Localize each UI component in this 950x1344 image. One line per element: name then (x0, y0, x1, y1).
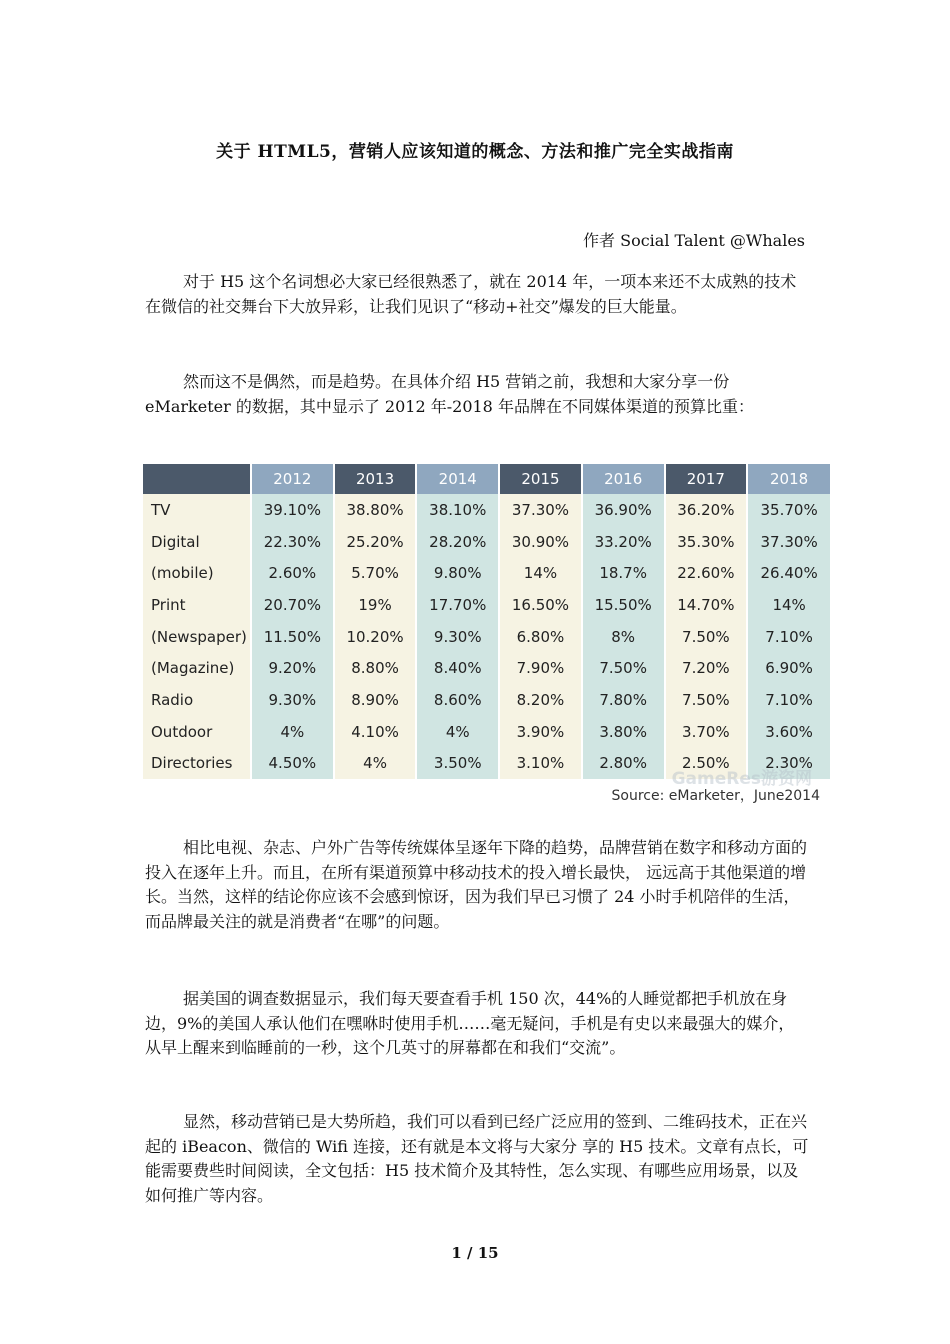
table-source: Source: eMarketer，June2014 (611, 788, 820, 805)
table-cell: 22.60% (665, 557, 748, 589)
table-cell: 8% (582, 621, 665, 653)
table-cell: 4.10% (334, 716, 417, 748)
row-label: (mobile) (143, 557, 251, 589)
table-row (143, 494, 830, 526)
table-cell: 7.10% (747, 684, 830, 716)
table-cell: 9.30% (416, 621, 499, 653)
table-row (143, 621, 830, 653)
table-cell: 5.70% (334, 557, 417, 589)
table-cell: 2.80% (582, 748, 665, 780)
table-row (143, 557, 830, 589)
row-label: Directories (143, 748, 251, 780)
paragraph-summary: 显然，移动营销已是大势所趋，我们可以看到已经广泛应用的签到、二维码技术，正在兴起的 iBeacon、微信的 Wifi 连接，还有就是本文将与大家分 享的 H5 技术。文章有点长，可能需要费些时间阅读，全文包括：H5 技术简介及其特性，怎么实现、有哪些应用场景，以及如何推广等内容。 (145, 1112, 809, 1205)
table-cell: 3.70% (665, 716, 748, 748)
table-cell: 7.10% (747, 621, 830, 653)
table-cell: 25.20% (334, 526, 417, 558)
table-cell: 39.10% (251, 494, 334, 526)
table-cell: 17.70% (416, 589, 499, 621)
table-row (143, 652, 830, 684)
table-cell: 8.20% (499, 684, 582, 716)
page-number: 1 / 15 (451, 1244, 499, 1262)
watermark: GameRes游资网 (671, 769, 812, 789)
table-cell: 4% (416, 716, 499, 748)
row-label: Radio (143, 684, 251, 716)
table-cell: 2.30% (747, 748, 830, 780)
table-header-row (143, 464, 830, 494)
table-cell: 6.80% (499, 621, 582, 653)
table-cell: 20.70% (251, 589, 334, 621)
table-header-cell: 2017 (665, 464, 748, 494)
table-cell: 22.30% (251, 526, 334, 558)
page-title: 关于 HTML5，营销人应该知道的概念、方法和推广完全实战指南 (216, 142, 734, 162)
table-cell: 9.80% (416, 557, 499, 589)
table-cell: 35.30% (665, 526, 748, 558)
table-cell: 9.20% (251, 652, 334, 684)
table-header-cell: 2012 (251, 464, 334, 494)
table-cell: 7.50% (665, 621, 748, 653)
table-cell: 4.50% (251, 748, 334, 780)
table-header-cell: 2013 (334, 464, 417, 494)
paragraph-trend: 然而这不是偶然，而是趋势。在具体介绍 H5 营销之前，我想和大家分享一份 eMarketer 的数据，其中显示了 2012 年-2018 年品牌在不同媒体渠道的预算比重： (145, 372, 754, 416)
row-label: Print (143, 589, 251, 621)
table-header-cell: 2015 (499, 464, 582, 494)
table-cell: 14.70% (665, 589, 748, 621)
table-cell: 7.90% (499, 652, 582, 684)
table-cell: 8.90% (334, 684, 417, 716)
table-cell: 2.50% (665, 748, 748, 780)
table-cell: 3.50% (416, 748, 499, 780)
table-cell: 26.40% (747, 557, 830, 589)
table-cell: 37.30% (499, 494, 582, 526)
table-header-cell: 2014 (416, 464, 499, 494)
table-row (143, 716, 830, 748)
table-cell: 9.30% (251, 684, 334, 716)
table-cell: 33.20% (582, 526, 665, 558)
table-body (143, 494, 830, 779)
table-cell: 38.80% (334, 494, 417, 526)
table-cell: 6.90% (747, 652, 830, 684)
table-cell: 37.30% (747, 526, 830, 558)
table-row (143, 589, 830, 621)
table-cell: 3.10% (499, 748, 582, 780)
table-header-cell: 2016 (582, 464, 665, 494)
paragraph-survey: 据美国的调查数据显示，我们每天要查看手机 150 次，44%的人睡觉都把手机放在身边，9%的美国人承认他们在嘿咻时使用手机……毫无疑问，手机是有史以来最强大的媒介，从早上醒来到临睡前的一秒，这个几英寸的屏幕都在和我们“交流”。 (145, 989, 795, 1057)
table-header-cell: 2018 (747, 464, 830, 494)
table-cell: 8.60% (416, 684, 499, 716)
table-cell: 16.50% (499, 589, 582, 621)
row-label: (Magazine) (143, 652, 251, 684)
table-cell: 35.70% (747, 494, 830, 526)
row-label: Digital (143, 526, 251, 558)
table-cell: 28.20% (416, 526, 499, 558)
row-label: Outdoor (143, 716, 251, 748)
table-cell: 7.80% (582, 684, 665, 716)
table-cell: 18.7% (582, 557, 665, 589)
table-cell: 8.80% (334, 652, 417, 684)
paragraph-intro: 对于 H5 这个名词想必大家已经很熟悉了，就在 2014 年，一项本来还不太成熟的技术在微信的社交舞台下大放异彩，让我们见识了“移动+社交”爆发的巨大能量。 (145, 272, 797, 316)
table-cell: 30.90% (499, 526, 582, 558)
author-line: 作者 Social Talent @Whales (583, 231, 805, 250)
table-cell: 2.60% (251, 557, 334, 589)
row-label: TV (143, 494, 251, 526)
row-label: (Newspaper) (143, 621, 251, 653)
table-cell: 10.20% (334, 621, 417, 653)
table-cell: 7.50% (665, 684, 748, 716)
table-cell: 36.90% (582, 494, 665, 526)
table-cell: 7.20% (665, 652, 748, 684)
table-cell: 8.40% (416, 652, 499, 684)
table-cell: 3.80% (582, 716, 665, 748)
table-cell: 3.90% (499, 716, 582, 748)
table-cell: 14% (747, 589, 830, 621)
table-cell: 36.20% (665, 494, 748, 526)
table-cell: 19% (334, 589, 417, 621)
table-cell: 4% (251, 716, 334, 748)
budget-table-figure (143, 464, 830, 805)
table-cell: 3.60% (747, 716, 830, 748)
table-cell: 15.50% (582, 589, 665, 621)
table-cell: 4% (334, 748, 417, 780)
table-cell: 38.10% (416, 494, 499, 526)
table-cell: 7.50% (582, 652, 665, 684)
paragraph-analysis: 相比电视、杂志、户外广告等传统媒体呈逐年下降的趋势，品牌营销在数字和移动方面的投入在逐年上升。而且，在所有渠道预算中移动技术的投入增长最快， 远远高于其他渠道的增长。当然，这样的结论你应该不会感到惊讶，因为我们早已习惯了 24 小时手机陪伴的生活，而品牌最关注的就是消费者“在哪”的问题。 (145, 838, 808, 931)
table-cell: 14% (499, 557, 582, 589)
table-row (143, 684, 830, 716)
table-cell: 11.50% (251, 621, 334, 653)
budget-table (143, 464, 830, 779)
table-row (143, 526, 830, 558)
table-corner-cell (143, 464, 251, 494)
